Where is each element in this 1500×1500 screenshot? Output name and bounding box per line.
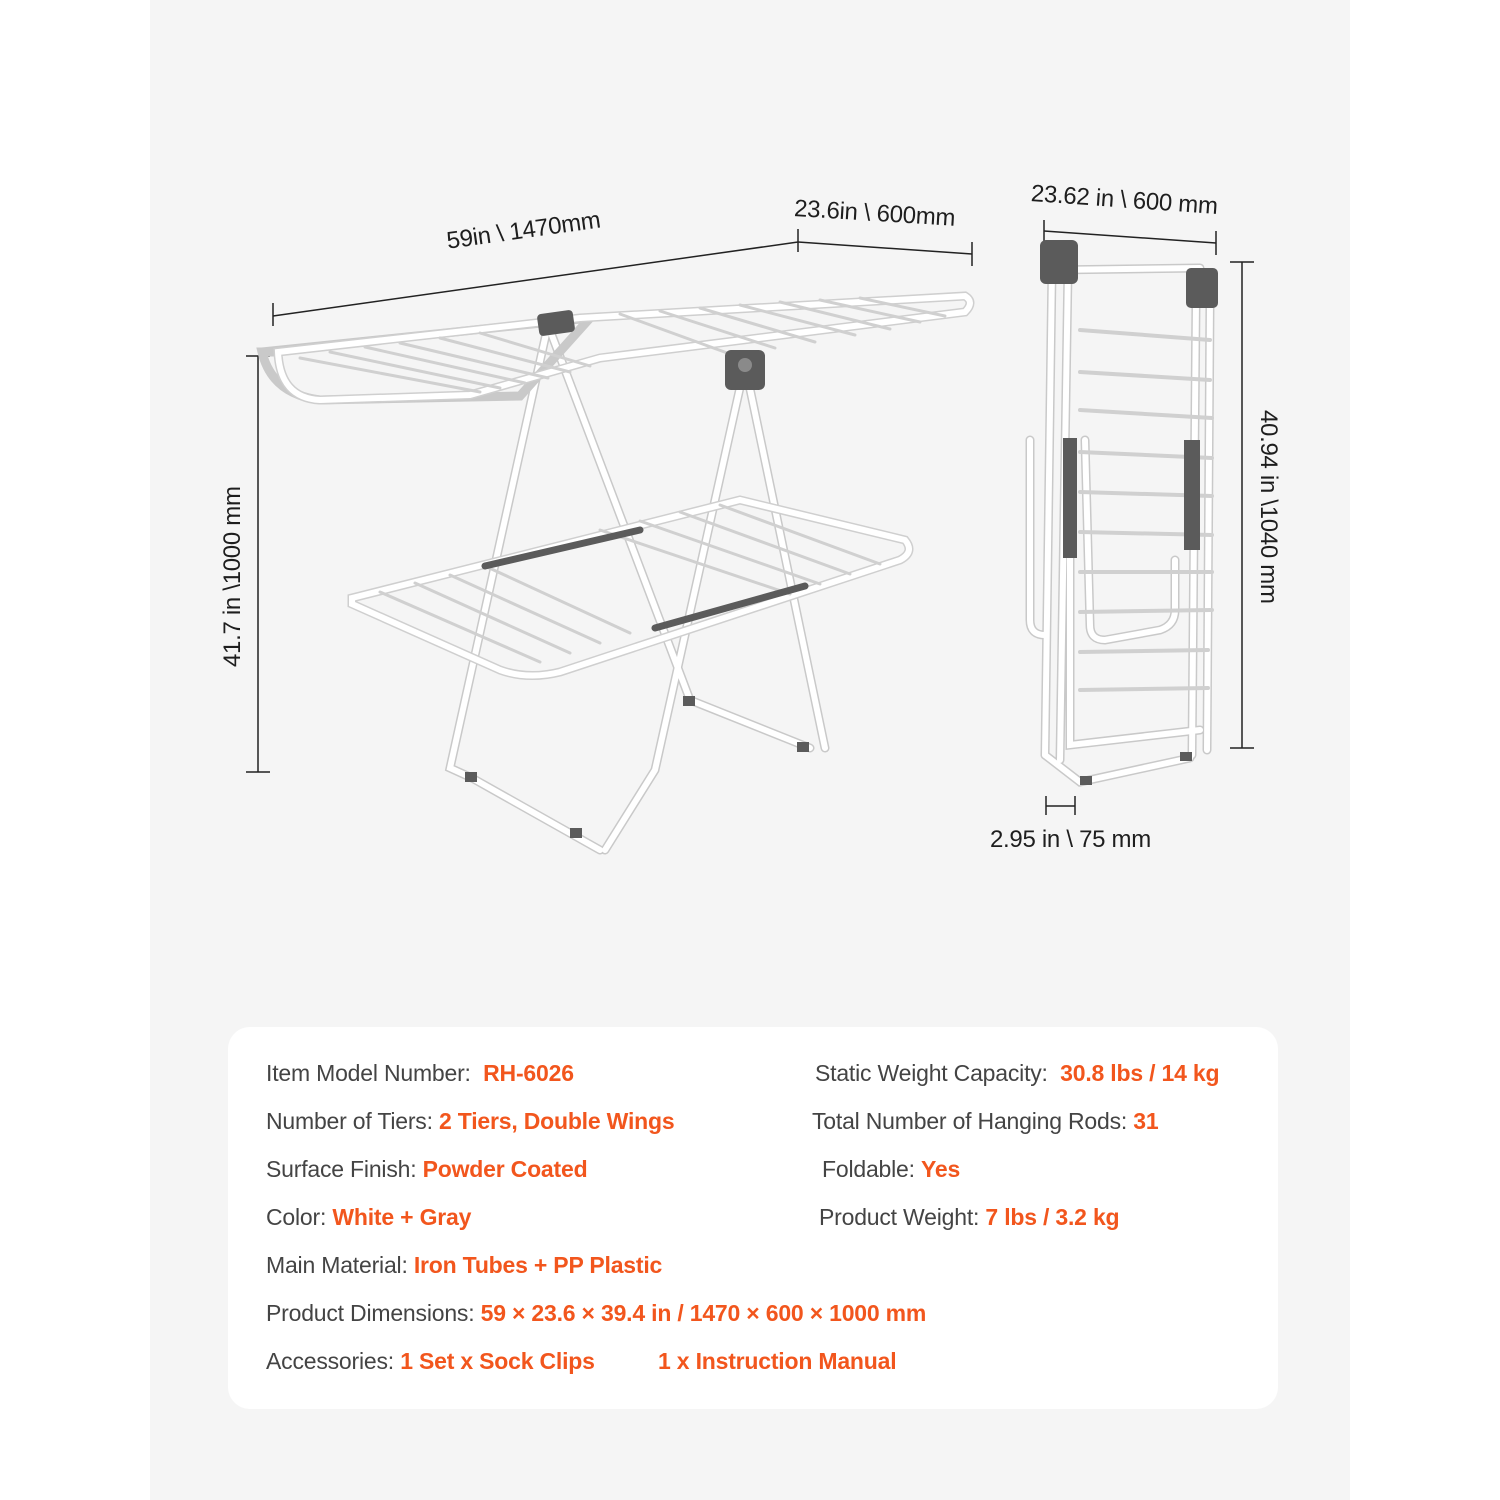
spec-finish-label: Surface Finish: (266, 1156, 417, 1182)
spec-color (266, 1204, 471, 1231)
spec-foldable (822, 1156, 960, 1183)
spec-dimensions-value: 59 × 23.6 × 39.4 in / 1470 × 600 × 1000 mm (480, 1300, 927, 1326)
spec-accessories-label: Accessories: (266, 1348, 394, 1374)
spec-dimensions (266, 1300, 926, 1327)
spec-material-label: Main Material: (266, 1252, 408, 1278)
spec-rods-value: 31 (1133, 1108, 1159, 1134)
spec-dimensions-label: Product Dimensions: (266, 1300, 475, 1326)
spec-model (266, 1060, 574, 1087)
spec-rods (812, 1108, 1158, 1135)
spec-accessory-2-row (658, 1348, 896, 1375)
folded-height-label: 40.94 in \1040 mm (1255, 410, 1282, 604)
unfolded-height-label: 41.7 in \1000 mm (219, 486, 246, 667)
spec-weight-value: 7 lbs / 3.2 kg (985, 1204, 1120, 1230)
folded-depth-label: 2.95 in \ 75 mm (990, 826, 1151, 853)
spec-material-value: Iron Tubes + PP Plastic (413, 1252, 663, 1278)
spec-weight-label: Product Weight: (819, 1204, 980, 1230)
spec-capacity-label: Static Weight Capacity: (815, 1060, 1048, 1086)
spec-accessories (266, 1348, 595, 1375)
spec-weight (819, 1204, 1119, 1231)
spec-tiers-label: Number of Tiers: (266, 1108, 433, 1134)
spec-rods-label: Total Number of Hanging Rods: (812, 1108, 1128, 1134)
spec-tiers (266, 1108, 674, 1135)
spec-capacity-value: 30.8 lbs / 14 kg (1060, 1060, 1220, 1086)
spec-tiers-value: 2 Tiers, Double Wings (439, 1108, 675, 1134)
spec-finish (266, 1156, 587, 1183)
spec-accessory-2: 1 x Instruction Manual (658, 1348, 897, 1374)
spec-finish-value: Powder Coated (422, 1156, 588, 1182)
spec-model-value: RH-6026 (483, 1060, 574, 1086)
spec-color-value: White + Gray (332, 1204, 472, 1230)
spec-accessory-1: 1 Set x Sock Clips (400, 1348, 595, 1374)
spec-color-label: Color: (266, 1204, 327, 1230)
unfolded-rack (262, 296, 970, 850)
folded-width-label: 23.62 in \ 600 mm (1030, 180, 1219, 220)
spec-foldable-label: Foldable: (822, 1156, 915, 1182)
spec-foldable-value: Yes (921, 1156, 961, 1182)
unfolded-width-label: 23.6in \ 600mm (793, 195, 956, 232)
folded-rack (1030, 240, 1218, 785)
spec-material (266, 1252, 662, 1279)
spec-model-label: Item Model Number: (266, 1060, 471, 1086)
unfolded-length-label: 59in \ 1470mm (445, 206, 603, 255)
spec-capacity (815, 1060, 1219, 1087)
